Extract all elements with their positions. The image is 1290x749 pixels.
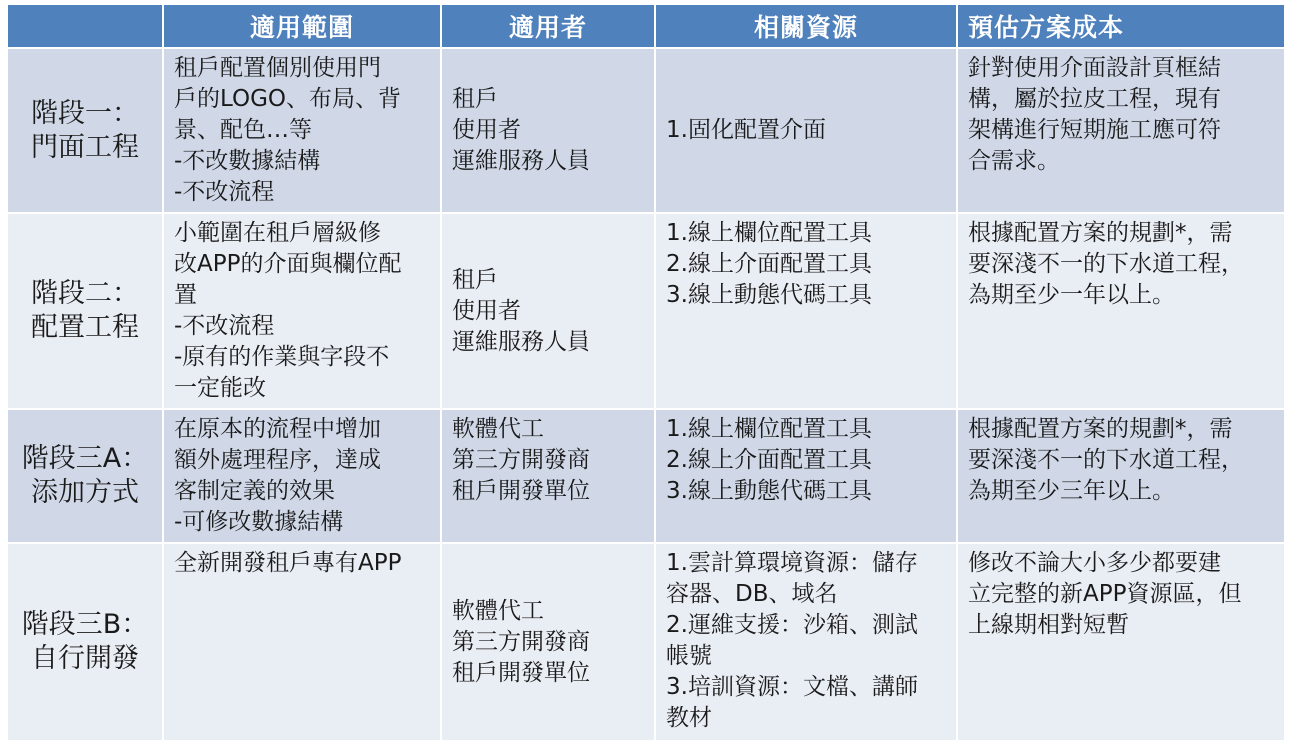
resources-line: 教材 [666, 705, 712, 731]
users-line: 運維服務人員 [452, 328, 590, 355]
resources-line: 容器、DB、域名 [666, 581, 838, 607]
users-cell [441, 409, 655, 543]
users-cell [441, 48, 655, 213]
stage-cell [7, 48, 163, 213]
header-resources: 相關資源 [655, 4, 957, 48]
stage-cell [7, 409, 163, 543]
users-line: 軟體代工 [452, 597, 544, 624]
table-row [7, 543, 1285, 741]
scope-line: 改APP的介面與欄位配 [174, 251, 402, 277]
users-line: 租戶 [452, 266, 498, 293]
cost-line: 要深淺不一的下水道工程， [968, 251, 1244, 277]
scope-line: -不改流程 [174, 313, 275, 339]
table-row [7, 48, 1285, 213]
stage-line: 添加方式 [31, 477, 139, 508]
scope-line: 租戶配置個別使用門 [174, 55, 381, 81]
scope-line: 全新開發租戶專有APP [174, 550, 402, 576]
scope-line: -可修改數據結構 [174, 509, 344, 535]
users-line: 第三方開發商 [452, 628, 590, 655]
cost-line: 架構進行短期施工應可符 [968, 117, 1221, 143]
stage-line: 自行開發 [31, 643, 139, 674]
scope-cell [163, 213, 441, 409]
stage-line: 門面工程 [31, 131, 139, 163]
scope-line: 在原本的流程中增加 [174, 416, 381, 442]
scope-line: -不改數據結構 [174, 148, 321, 174]
cost-line: 構，屬於拉皮工程，現有 [968, 86, 1221, 112]
cost-line: 上線期相對短暫 [968, 612, 1129, 638]
users-line: 運維服務人員 [452, 148, 590, 174]
scope-cell [163, 409, 441, 543]
resources-line: 3.線上動態代碼工具 [666, 478, 872, 504]
resources-line: 1.線上欄位配置工具 [666, 416, 872, 442]
resources-line: 3.培訓資源：文檔、講師 [666, 674, 918, 700]
stage-line: 階段三B： [21, 609, 149, 640]
resources-cell [655, 213, 957, 409]
scope-cell [163, 48, 441, 213]
users-line: 租戶開發單位 [452, 659, 590, 686]
cost-cell [957, 213, 1285, 409]
stage-line: 階段一： [31, 97, 139, 129]
resources-line: 2.線上介面配置工具 [666, 447, 872, 473]
resources-cell [655, 409, 957, 543]
scope-line: 戶的LOGO、布局、背 [174, 86, 402, 112]
users-cell [441, 213, 655, 409]
header-row [7, 4, 1285, 48]
cost-line: 合需求。 [968, 148, 1060, 174]
stage-line: 階段二： [31, 278, 139, 309]
cost-line: 立完整的新APP資源區，但 [968, 581, 1242, 607]
users-line: 使用者 [452, 297, 521, 324]
scope-line: -原有的作業與字段不 [174, 344, 390, 370]
stage-cell [7, 543, 163, 741]
stage-line: 階段三A： [21, 443, 149, 474]
stage-cell [7, 213, 163, 409]
resources-line: 2.運維支援：沙箱、測試 [666, 612, 918, 638]
table-row [7, 409, 1285, 543]
cost-cell [957, 409, 1285, 543]
stage-comparison-table [6, 3, 1286, 742]
users-line: 租戶 [452, 86, 498, 112]
scope-line: -不改流程 [174, 179, 275, 205]
resources-cell [655, 543, 957, 741]
scope-line: 景、配色…等 [174, 117, 312, 143]
resources-cell [655, 48, 957, 213]
scope-line: 一定能改 [174, 375, 266, 401]
users-line: 軟體代工 [452, 416, 544, 442]
scope-line: 額外處理程序，達成 [174, 447, 381, 473]
users-line: 使用者 [452, 117, 521, 143]
scope-line: 小範圍在租戶層級修 [174, 220, 381, 246]
scope-line: 客制定義的效果 [174, 478, 335, 504]
cost-line: 為期至少三年以上。 [968, 478, 1175, 504]
header-cost: 預估方案成本 [957, 4, 1285, 48]
cost-line: 修改不論大小多少都要建 [968, 550, 1221, 576]
cost-line: 為期至少一年以上。 [968, 282, 1175, 308]
users-cell [441, 543, 655, 741]
scope-line: 置 [174, 282, 197, 308]
header-stage [7, 4, 163, 48]
users-line: 第三方開發商 [452, 447, 590, 473]
resources-line: 1.線上欄位配置工具 [666, 220, 872, 246]
resources-line: 1.雲計算環境資源：儲存 [666, 550, 918, 576]
header-users: 適用者 [441, 4, 655, 48]
header-scope: 適用範圍 [163, 4, 441, 48]
users-line: 租戶開發單位 [452, 478, 590, 504]
resources-line: 帳號 [666, 643, 712, 669]
resources-line: 1.固化配置介面 [666, 117, 826, 143]
cost-line: 要深淺不一的下水道工程， [968, 447, 1244, 473]
cost-line: 針對使用介面設計頁框結 [968, 55, 1221, 81]
resources-line: 2.線上介面配置工具 [666, 251, 872, 277]
resources-line: 3.線上動態代碼工具 [666, 282, 872, 308]
scope-cell [163, 543, 441, 741]
cost-cell [957, 48, 1285, 213]
table-row [7, 213, 1285, 409]
stage-line: 配置工程 [31, 312, 139, 343]
cost-line: 根據配置方案的規劃*，需 [968, 220, 1233, 246]
cost-cell [957, 543, 1285, 741]
cost-line: 根據配置方案的規劃*，需 [968, 416, 1233, 442]
